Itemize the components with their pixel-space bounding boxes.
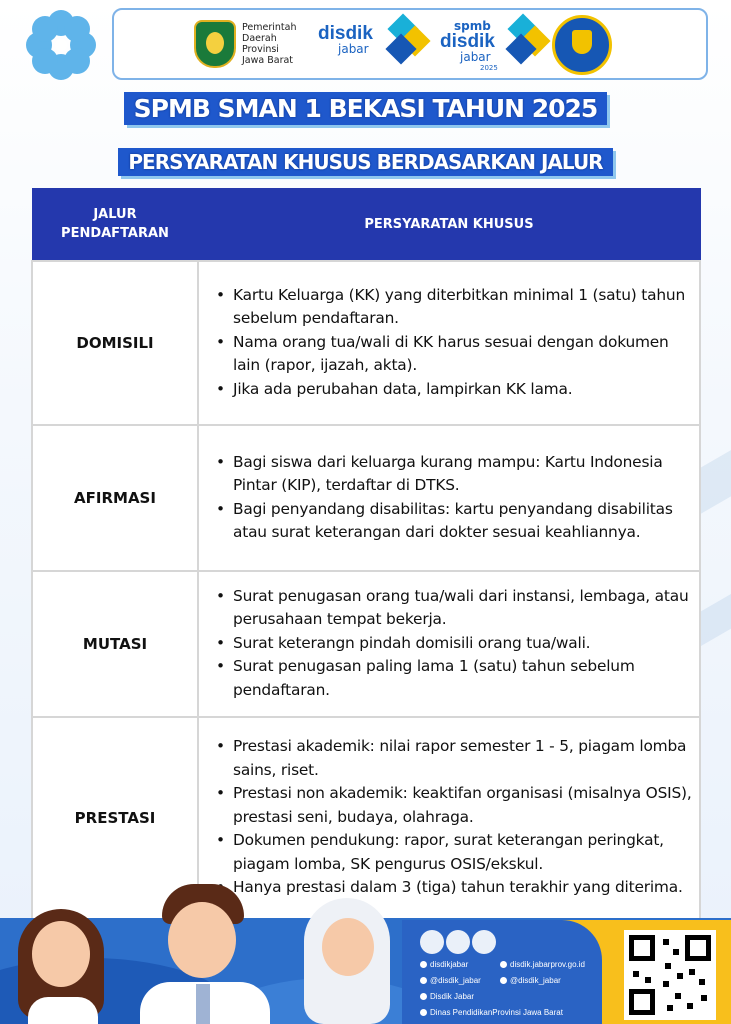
disdik-jabar-logo: disdik jabar	[318, 24, 373, 56]
list-item: • Surat penugasan paling lama 1 (satu) tahun sebelum pendaftaran.	[214, 655, 695, 702]
youtube-link[interactable]: Disdik Jabar	[420, 992, 474, 1001]
globe-icon	[500, 961, 507, 968]
jawa-barat-seal-icon	[194, 20, 236, 68]
page-title: SPMB SMAN 1 BEKASI TAHUN 2025	[0, 92, 731, 125]
threads-link[interactable]: @disdik_jabar	[500, 976, 561, 985]
route-name: DOMISILI	[32, 261, 198, 425]
list-item: • Surat penugasan orang tua/wali dari instansi, lembaga, atau perusahaan tempat bekerja.	[214, 585, 695, 632]
page-subtitle: PERSYARATAN KHUSUS BERDASARKAN JALUR	[0, 148, 731, 176]
student-girl-illustration-icon	[10, 905, 120, 1024]
table-row	[32, 261, 700, 425]
threads-icon	[500, 977, 507, 984]
tiktok-icon	[420, 977, 427, 984]
list-item: • Jika ada perubahan data, lampirkan KK lama.	[214, 378, 695, 402]
school-badge-icon	[552, 15, 612, 75]
col-header-requirements: PERSYARATAN KHUSUS	[198, 189, 700, 261]
youtube-icon	[420, 993, 427, 1000]
qr-code-icon[interactable]	[624, 930, 716, 1020]
instagram-icon	[420, 961, 427, 968]
col-header-route: JALUR PENDAFTARAN	[32, 189, 198, 261]
list-item: • Prestasi non akademik: keaktifan organisasi (misalnya OSIS), prestasi seni, budaya, olahraga.	[214, 782, 695, 829]
list-item: • Surat keterangn pindah domisili orang tua/wali.	[214, 632, 695, 656]
logo-bar	[112, 8, 708, 80]
requirements-cell	[198, 571, 700, 717]
list-item: • Hanya prestasi dalam 3 (tiga) tahun terakhir yang diterima.	[214, 876, 695, 900]
student-boy-illustration-icon	[140, 884, 280, 1024]
table-header-row	[32, 189, 700, 261]
spmb-disdik-logo: spmb disdik jabar 2025	[440, 20, 498, 72]
table-row	[32, 717, 700, 919]
list-item: • Dokumen pendukung: rapor, surat keterangan peringkat, piagam lomba, SK pengurus OSIS/ekskul.	[214, 829, 695, 876]
route-name: PRESTASI	[32, 717, 198, 919]
route-name: AFIRMASI	[32, 425, 198, 571]
facebook-icon	[420, 1009, 427, 1016]
tiktok-link[interactable]: @disdik_jabar	[420, 976, 481, 985]
flower-decoration-icon	[26, 10, 96, 80]
list-item: • Bagi penyandang disabilitas: kartu penyandang disabilitas atau surat keterangan dari dokter sesuai keahliannya.	[214, 498, 695, 545]
route-name: MUTASI	[32, 571, 198, 717]
table-row	[32, 571, 700, 717]
table-row	[32, 425, 700, 571]
pemda-text: Pemerintah Daerah Provinsi Jawa Barat	[242, 22, 297, 66]
requirements-cell	[198, 261, 700, 425]
list-item: • Kartu Keluarga (KK) yang diterbitkan minimal 1 (satu) tahun sebelum pendaftaran.	[214, 284, 695, 331]
list-item: • Bagi siswa dari keluarga kurang mampu: Kartu Indonesia Pintar (KIP), terdaftar di DTKS.	[214, 451, 695, 498]
instagram-link[interactable]: disdikjabar	[420, 960, 468, 969]
requirements-cell	[198, 425, 700, 571]
requirements-table	[31, 188, 701, 920]
semicircle-decoration-icon	[420, 930, 500, 954]
student-hijab-illustration-icon	[300, 896, 400, 1024]
list-item: • Nama orang tua/wali di KK harus sesuai dengan dokumen lain (rapor, ijazah, akta).	[214, 331, 695, 378]
list-item: • Prestasi akademik: nilai rapor semester 1 - 5, piagam lomba sains, riset.	[214, 735, 695, 782]
facebook-link[interactable]: Dinas PendidikanProvinsi Jawa Barat	[420, 1008, 563, 1017]
website-link[interactable]: disdik.jabarprov.go.id	[500, 960, 585, 969]
